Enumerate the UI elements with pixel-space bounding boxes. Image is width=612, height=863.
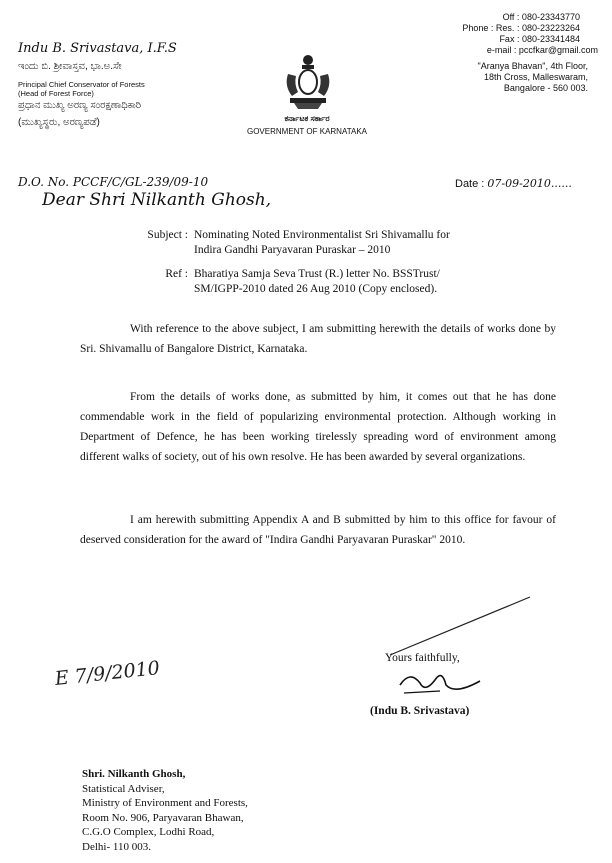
fax: Fax : 080-23341484: [499, 34, 580, 44]
sender-designation-2-kannada: (ಮುಖ್ಯಸ್ಥರು, ಅರಣ್ಯಪಡೆ): [18, 117, 100, 128]
subject-block: [138, 228, 450, 297]
govt-kannada: ಕರ್ನಾಟಕ ಸರ್ಕಾರ: [284, 114, 330, 123]
date-value: 07-09-2010......: [487, 177, 572, 190]
yours-faithfully: Yours faithfully,: [385, 652, 460, 664]
karnataka-emblem-icon: [282, 52, 334, 112]
handwritten-initial-note: E 7/9/2010: [53, 657, 161, 690]
ref-label: Ref :: [165, 268, 188, 280]
paragraph-3: I am herewith submitting Appendix A and B submitted by him to this office for favour of deserved consideration for the award of "Indira Gandhi Paryavaran Puraskar" 2010.: [80, 514, 556, 546]
ref-line-1: Bharatiya Samja Seva Trust (R.) letter No. BSSTrust/: [194, 268, 440, 280]
recipient-name: Shri. Nilkanth Ghosh,: [82, 768, 186, 780]
signature: [380, 585, 550, 710]
govt-name: GOVERNMENT OF KARNATAKA: [246, 127, 367, 136]
address-line-2: 18th Cross, Malleswaram,: [483, 72, 588, 82]
contact-block: [408, 12, 598, 94]
salutation: Dear Shri Nilkanth Ghosh,: [42, 190, 272, 210]
address-line-1: "Aranya Bhavan", 4th Floor,: [477, 61, 588, 71]
address-line-3: Bangalore - 560 003.: [503, 83, 588, 93]
ref-line-2: SM/IGPP-2010 dated 26 Aug 2010 (Copy enclosed).: [194, 283, 438, 295]
residence-phone: Phone : Res. : 080-23223264: [462, 23, 580, 33]
recipient-line: Ministry of Environment and Forests,: [82, 797, 248, 809]
recipient-line: Delhi- 110 003.: [82, 840, 151, 853]
paragraph-1: With reference to the above subject, I am submitting herewith the details of works done by Sri. Shivamallu of Bangalore District, Karnataka.: [80, 323, 556, 355]
office-phone: Off : 080-23343770: [502, 12, 580, 22]
subject-line-2: Indira Gandhi Paryavaran Puraskar – 2010: [194, 244, 391, 256]
recipient-line: Statistical Adviser,: [82, 782, 165, 795]
sender-designation-2: (Head of Forest Force): [18, 89, 94, 98]
do-number: D.O. No. PCCF/C/GL-239/09-10: [18, 175, 209, 189]
recipient-address: [82, 767, 248, 854]
email: e-mail : pccfkar@gmail.com: [486, 45, 598, 55]
recipient-line: C.G.O Complex, Lodhi Road,: [82, 826, 215, 838]
sender-designation-kannada: ಪ್ರಧಾನ ಮುಖ್ಯ ಅರಣ್ಯ ಸಂರಕ್ಷಣಾಧಿಕಾರಿ: [18, 100, 142, 111]
signatory-name: (Indu B. Srivastava): [370, 705, 470, 717]
subject-label: Subject :: [147, 229, 188, 241]
sender-name: Indu B. Srivastava, I.F.S: [18, 41, 177, 56]
date: [455, 177, 572, 190]
subject-line-1: Nominating Noted Environmentalist Sri Shivamallu for: [194, 229, 450, 241]
recipient-line: Room No. 906, Paryavaran Bhawan,: [82, 811, 244, 824]
paragraph-2: From the details of works done, as submitted by him, it comes out that he has done commendable work in the field of popularizing environmental protection. Although working in Department of Defence, he has been working tirelessly spreading word of environment among different walks of society, out of his own resolve. He has been awarded by several organizations.: [80, 391, 556, 463]
sender-name-kannada: ಇಂದು ಬಿ. ಶ್ರೀವಾಸ್ತವ, ಭಾ.ಅ.ಸೇ: [18, 61, 122, 72]
date-label: Date :: [455, 178, 485, 190]
sender-designation: Principal Chief Conservator of Forests: [18, 80, 145, 89]
